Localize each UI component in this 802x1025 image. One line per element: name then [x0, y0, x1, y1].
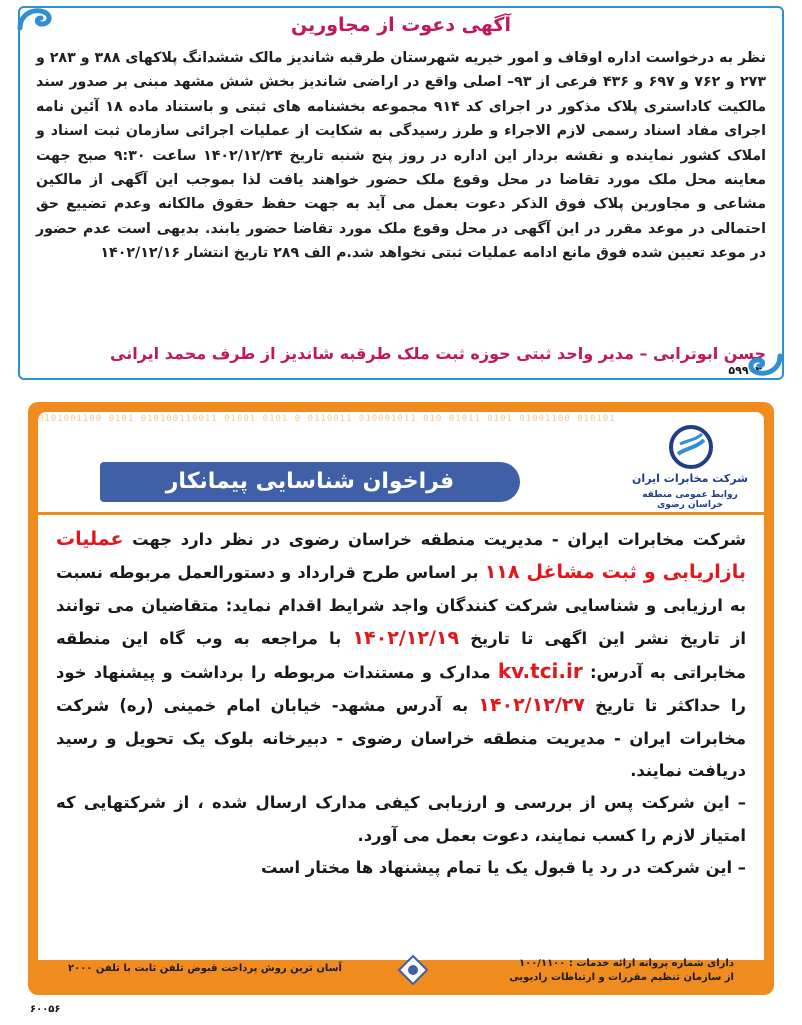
license-info — [509, 957, 734, 985]
para2-website-lead: با مراجعه به وب گاه این منطقه مخابراتی به آدرس: — [56, 628, 746, 683]
license-line-2: از سازمان تنظیم مقررات و ارتباطات رادیویی — [509, 972, 734, 983]
neighbors-invitation-notice — [18, 6, 784, 380]
notice-content — [38, 512, 764, 960]
telecom-logo-icon — [668, 424, 714, 470]
banner-title: فراخوان شناسایی پیمانکار — [100, 462, 520, 502]
para2-address: به آدرس مشهد- خیابان امام خمینی (ره) شرکت مخابرات ایران - مدیریت منطقه خراسان رضوی - دبیرخانه بلوک یک تحویل و رسید دریافت نمایند. — [56, 696, 746, 781]
logo-subtitle: روابط عمومی منطقه خراسان رضوی — [642, 490, 738, 510]
deadline-date-1: ۱۴۰۲/۱۲/۱۹ — [352, 626, 460, 649]
notice-title: آگهی دعوت از مجاورین — [291, 14, 511, 36]
para4: – این شرکت در رد یا قبول یک یا تمام پیشنهاد ها مختار است — [260, 857, 746, 877]
page-code: ۶۰۰۵۶ — [30, 1004, 61, 1015]
payment-info: آسان ترین روش پرداخت قبوض تلفن ثابت با تلفن ۲۰۰۰ — [68, 963, 342, 974]
logo-name: شرکت مخابرات ایران — [632, 472, 748, 485]
para3: – این شرکت پس از بررسی و ارزیابی کیفی مدارک ارسال شده ، از شرکتهایی که امتیاز لازم را کسب نمایند، دعوت بعمل می آورد. — [56, 793, 746, 845]
contractor-call-notice — [28, 402, 774, 995]
notice-body: نظر به درخواست اداره اوقاف و امور خیریه شهرستان طرقبه شاندیز مالک ششدانگ پلاکهای ۳۸۸ و ۲۸۳ و ۲۷۳ و ۷۶۲ و ۶۹۷ و ۴۳۶ فرعی از ۹۳– اصلی واقع در اراضی شاندیز بخش شش مشهد مبنی بر صدور سند مالکیت کاداستری پلاک مذکور در اجرای کد ۹۱۴ مجموعه بخشنامه های ثبتی و باستناد ماده ۱۸ آئین نامه اجرای مفاد اسناد رسمی لازم الاجراء و طرز رسیدگی به شکایت از عملیات اجرائی سازمان ثبت اسناد و املاک کشور نماینده و نقشه بردار این اداره در روز پنج شنبه تاریخ ۱۴۰۲/۱۲/۲۴ ساعت ۹:۳۰ صبح جهت معاینه محل ملک مورد تقاضا در محل وقوع ملک حضور خواهند یافت لذا بموجب این آگهی از مالکین مشاعی و مجاورین پلاک فوق الذکر دعوت بعمل می آید به جهت حفظ حقوق مالکانه وعدم تضییع حق احتمالی در موعد مقرر در این آگهی در محل وقوع ملک مورد تقاضا حضور یابند. بدیهی است عدم حضور در موعد تعیین شده فوق مانع ادامه عملیات ثبتی نخواهد شد.م الف ۲۸۹ تاریخ انتشار ۱۴۰۲/۱۲/۱۶ — [36, 50, 767, 262]
binary-pattern: 0101001100 0101 010100110011 01001 0101 0 0110011 010001011 010 01011 0101 01001100 010101 — [38, 414, 616, 424]
deadline-date-2: ۱۴۰۲/۱۲/۲۷ — [478, 694, 585, 717]
para2-middle: مدارک و مستندات مربوطه را برداشت و پیشنهاد خود را حداکثر تا تاریخ — [56, 663, 746, 716]
license-line-1: دارای شماره پروانه ارائه خدمات : ۱۰۰/۱۱۰۰ — [519, 958, 734, 969]
notice-header — [38, 412, 764, 512]
website-link[interactable]: kv.tci.ir — [497, 659, 583, 684]
para2-intro: متقاضیان می توانند از تاریخ نشر این اگهی تا تاریخ — [56, 595, 746, 648]
notice-code: ۵۹۹۰۳ — [728, 364, 762, 377]
tci-logo — [624, 424, 756, 510]
para1-highlight: عملیات بازاریابی و ثبت مشاغل ۱۱۸ — [56, 528, 746, 584]
notice-footer — [38, 955, 764, 989]
swirl-ornament-icon — [740, 350, 786, 380]
ornament-icon — [396, 953, 430, 987]
para1-rest: بر اساس طرح قرارداد و دستورالعمل مربوطه نسبت به ارزیابی و شناسایی شرکت کنندگان واجد شرایط اقدام نماید: — [56, 563, 746, 615]
notice-text — [56, 523, 746, 884]
para1-intro: شرکت مخابرات ایران - مدیریت منطقه خراسان رضوی در نظر دارد جهت — [132, 530, 746, 549]
notice-signature: حسن ابوترابی – مدیر واحد ثبتی حوزه ثبت ملک طرقبه شاندیز از طرف محمد ایرانی — [110, 344, 766, 363]
